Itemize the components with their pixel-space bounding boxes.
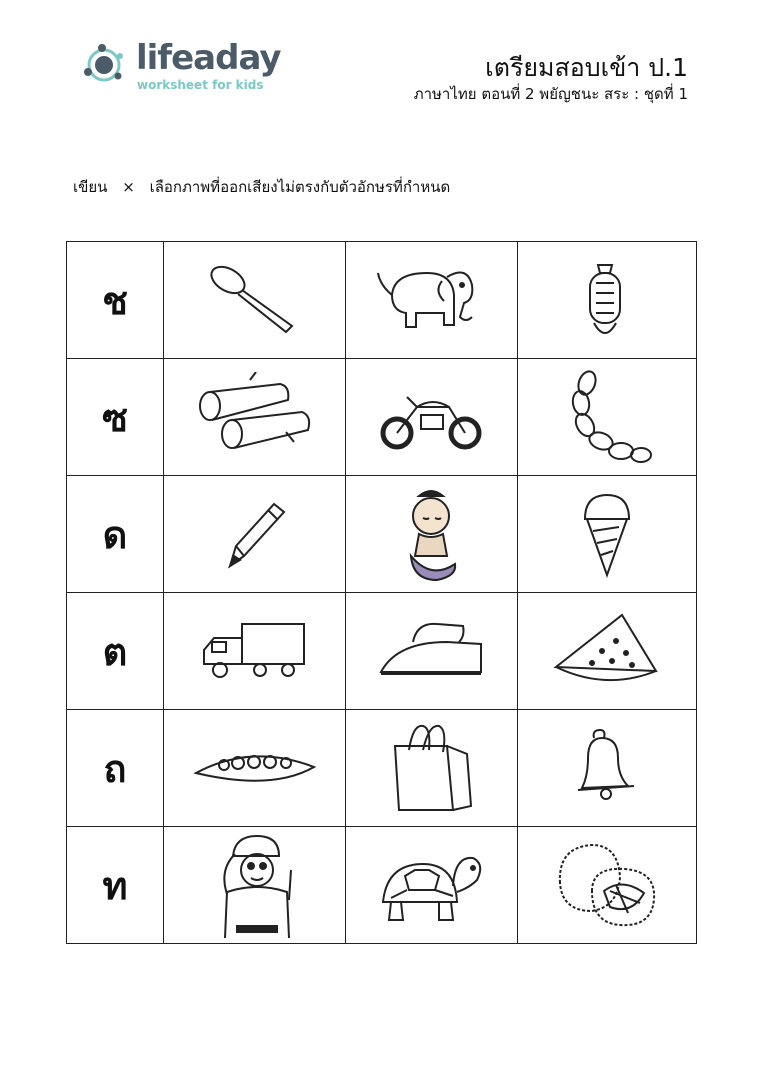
picture-cell[interactable] xyxy=(346,476,518,593)
picture-cell[interactable] xyxy=(518,593,697,710)
table-row xyxy=(67,710,697,827)
picture-cell[interactable] xyxy=(164,359,346,476)
letter-cell: ถ xyxy=(67,710,164,827)
bell-icon xyxy=(572,728,642,808)
picture-cell[interactable] xyxy=(164,242,346,359)
brand-tagline: worksheet for kids xyxy=(137,78,264,92)
instruction xyxy=(73,175,450,199)
letter-cell: ต xyxy=(67,593,164,710)
pencil-icon xyxy=(220,494,290,574)
brand-name: lifeaday xyxy=(136,38,281,78)
picture-cell[interactable] xyxy=(518,359,697,476)
truck-icon xyxy=(200,616,310,686)
logs-icon xyxy=(190,372,320,462)
table-row xyxy=(67,359,697,476)
table-row xyxy=(67,242,697,359)
picture-cell[interactable] xyxy=(346,359,518,476)
bag-icon xyxy=(387,720,477,816)
logo xyxy=(82,38,281,96)
page-title: เตรียมสอบเข้า ป.1 xyxy=(485,53,688,82)
ice-cream-icon xyxy=(577,489,637,579)
instruction-text: เลือกภาพที่ออกเสียงไม่ตรงกับตัวอักษรที่กำหนด xyxy=(149,178,451,196)
picture-cell[interactable] xyxy=(518,242,697,359)
letter-cell: ท xyxy=(67,827,164,944)
trumpet-icon xyxy=(572,255,642,345)
letter-cell: ด xyxy=(67,476,164,593)
picture-cell[interactable] xyxy=(346,827,518,944)
elephant-icon xyxy=(372,255,492,345)
picture-cell[interactable] xyxy=(518,476,697,593)
table-row xyxy=(67,827,697,944)
picture-cell[interactable] xyxy=(164,476,346,593)
page-subtitle: ภาษาไทย ตอนที่ 2 พยัญชนะ สระ : ชุดที่ 1 xyxy=(413,85,688,103)
letter-cell: ช xyxy=(67,242,164,359)
child-icon xyxy=(397,484,467,584)
instruction-label: เขียน xyxy=(73,178,108,196)
table-row xyxy=(67,593,697,710)
picture-cell[interactable] xyxy=(346,710,518,827)
soldier-icon xyxy=(205,830,305,940)
durian-icon xyxy=(552,837,662,933)
turtle-icon xyxy=(377,840,487,930)
picture-cell[interactable] xyxy=(164,710,346,827)
molecule-logo-icon xyxy=(82,40,132,90)
letter-cell: ซ xyxy=(67,359,164,476)
iron-icon xyxy=(377,616,487,686)
picture-cell[interactable] xyxy=(518,827,697,944)
instruction-mark: × xyxy=(122,178,135,196)
worksheet-grid xyxy=(66,241,697,944)
spoon-icon xyxy=(200,260,310,340)
pea-pod-icon xyxy=(192,743,318,793)
picture-cell[interactable] xyxy=(164,827,346,944)
motorcycle-icon xyxy=(377,377,487,457)
picture-cell[interactable] xyxy=(164,593,346,710)
picture-cell[interactable] xyxy=(518,710,697,827)
picture-cell[interactable] xyxy=(346,242,518,359)
table-row xyxy=(67,476,697,593)
picture-cell[interactable] xyxy=(346,593,518,710)
chain-icon xyxy=(557,367,657,467)
watermelon-icon xyxy=(552,611,662,691)
